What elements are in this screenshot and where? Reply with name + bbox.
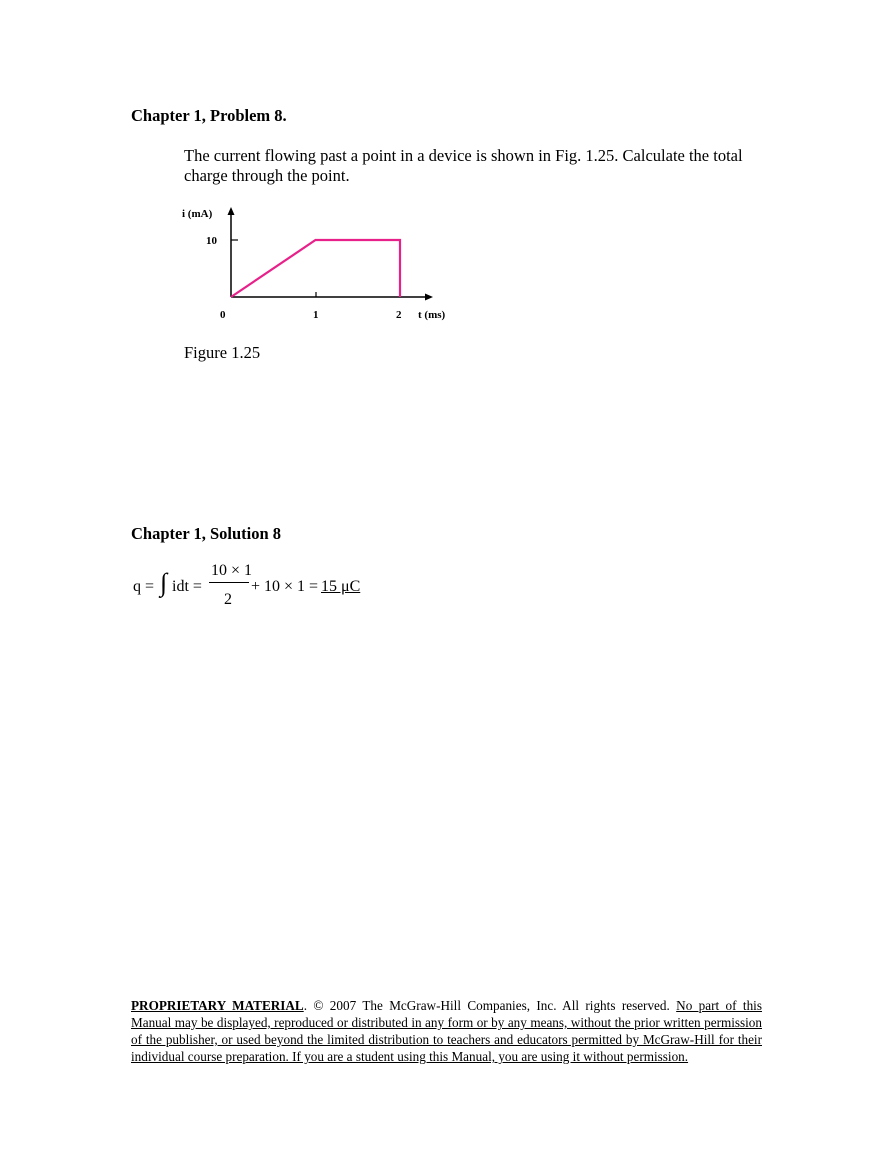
proprietary-notice <box>131 997 762 1065</box>
eq-middle: + 10 × 1 = <box>251 578 319 595</box>
x-tick-label-0: 0 <box>220 309 226 321</box>
proprietary-label: PROPRIETARY MATERIAL <box>131 998 304 1013</box>
figure-current-graph <box>178 200 468 330</box>
eq-numerator: 10 × 1 <box>211 562 253 579</box>
eq-lhs: q = <box>133 578 155 595</box>
problem-statement: The current flowing past a point in a device is shown in Fig. 1.25. Calculate the total charge through the point. <box>184 146 743 185</box>
eq-result: 15 μC <box>321 578 361 595</box>
solution-equation <box>131 562 391 612</box>
fraction-bar <box>209 582 249 583</box>
y-tick-label: 10 <box>206 235 217 247</box>
current-waveform-line <box>231 240 400 297</box>
figure-caption: Figure 1.25 <box>184 343 261 362</box>
x-tick-label-1: 1 <box>313 309 319 321</box>
copyright-text: . © 2007 The McGraw-Hill Companies, Inc. All rights reserved. <box>303 998 677 1013</box>
permission-notice: No part of this Manual may be displayed, reproduced or distributed in any form or by any means, without the prior written permission of the publisher, or used beyond the limited distribution to teachers and educators permitted by McGraw-Hill for their individual course preparation. If you are a student using this Manual, you are using it without permission. <box>131 998 762 1064</box>
y-axis-arrow <box>228 207 235 215</box>
x-axis-arrow <box>425 294 433 301</box>
problem-heading: Chapter 1, Problem 8. <box>131 106 287 125</box>
integral-sign: ∫ <box>160 568 168 597</box>
x-tick-label-2: 2 <box>396 309 402 321</box>
x-axis-label: t (ms) <box>418 309 446 321</box>
eq-denominator: 2 <box>224 591 232 608</box>
eq-integrand: idt = <box>172 578 202 595</box>
y-axis-label: i (mA) <box>182 208 213 220</box>
solution-heading: Chapter 1, Solution 8 <box>131 524 282 543</box>
